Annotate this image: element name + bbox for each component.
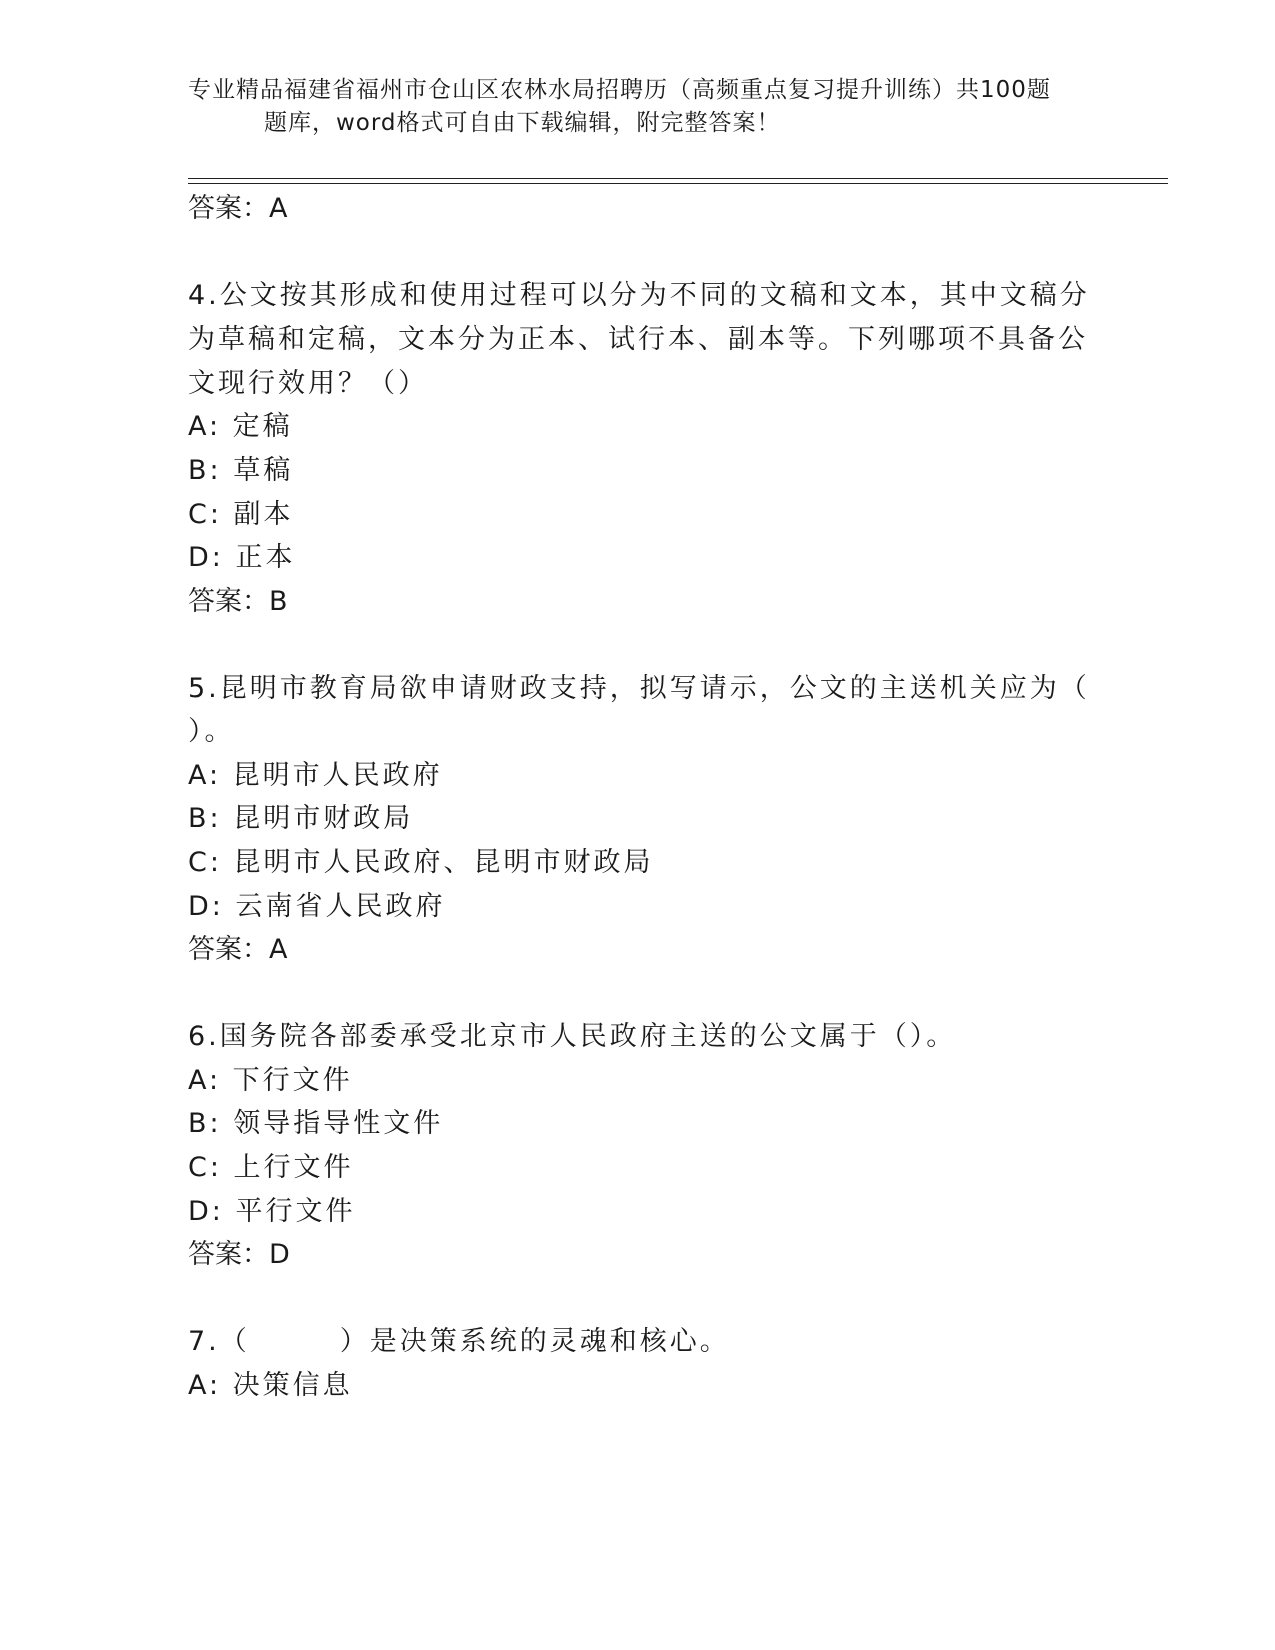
question-6-option-c: C: 上行文件	[188, 1152, 354, 1183]
answer-q3: 答案：A	[188, 193, 288, 224]
question-4-option-c: C: 副本	[188, 499, 294, 530]
question-4-line-2: 为草稿和定稿，文本分为正本、试行本、副本等。下列哪项不具备公	[188, 324, 1088, 355]
question-4-line-3: 文现行效用？（）	[188, 368, 428, 399]
question-7-line-1: 7.（ ）是决策系统的灵魂和核心。	[188, 1326, 730, 1357]
question-6-option-d: D: 平行文件	[188, 1196, 356, 1227]
header-line-2: 题库，word格式可自由下载编辑，附完整答案！	[264, 110, 781, 136]
question-4-option-a: A: 定稿	[188, 411, 293, 442]
question-4-option-b: B: 草稿	[188, 455, 294, 486]
question-6-option-a: A: 下行文件	[188, 1065, 353, 1096]
header-rule-bottom	[188, 183, 1168, 184]
question-5-line-2: ）。	[188, 716, 235, 747]
question-4-option-d: D: 正本	[188, 542, 296, 573]
question-4-line-1: 4.公文按其形成和使用过程可以分为不同的文稿和文本，其中文稿分	[188, 280, 1090, 311]
question-5-option-c: C: 昆明市人民政府、昆明市财政局	[188, 847, 654, 878]
question-6-option-b: B: 领导指导性文件	[188, 1108, 444, 1139]
question-5-line-1: 5.昆明市教育局欲申请财政支持，拟写请示，公文的主送机关应为（	[188, 673, 1090, 704]
answer-q4: 答案：B	[188, 586, 288, 617]
document-header	[188, 74, 1088, 140]
header-rule-top	[188, 178, 1168, 179]
answer-q5: 答案：A	[188, 934, 288, 965]
question-5-option-d: D: 云南省人民政府	[188, 891, 446, 922]
header-line-1: 专业精品福建省福州市仓山区农林水局招聘历（高频重点复习提升训练）共100题	[188, 77, 1051, 103]
question-5-option-b: B: 昆明市财政局	[188, 803, 414, 834]
question-7-option-a: A: 决策信息	[188, 1370, 353, 1401]
question-6-line-1: 6.国务院各部委承受北京市人民政府主送的公文属于（）。	[188, 1021, 957, 1052]
answer-q6: 答案：D	[188, 1239, 290, 1270]
question-5-option-a: A: 昆明市人民政府	[188, 760, 443, 791]
